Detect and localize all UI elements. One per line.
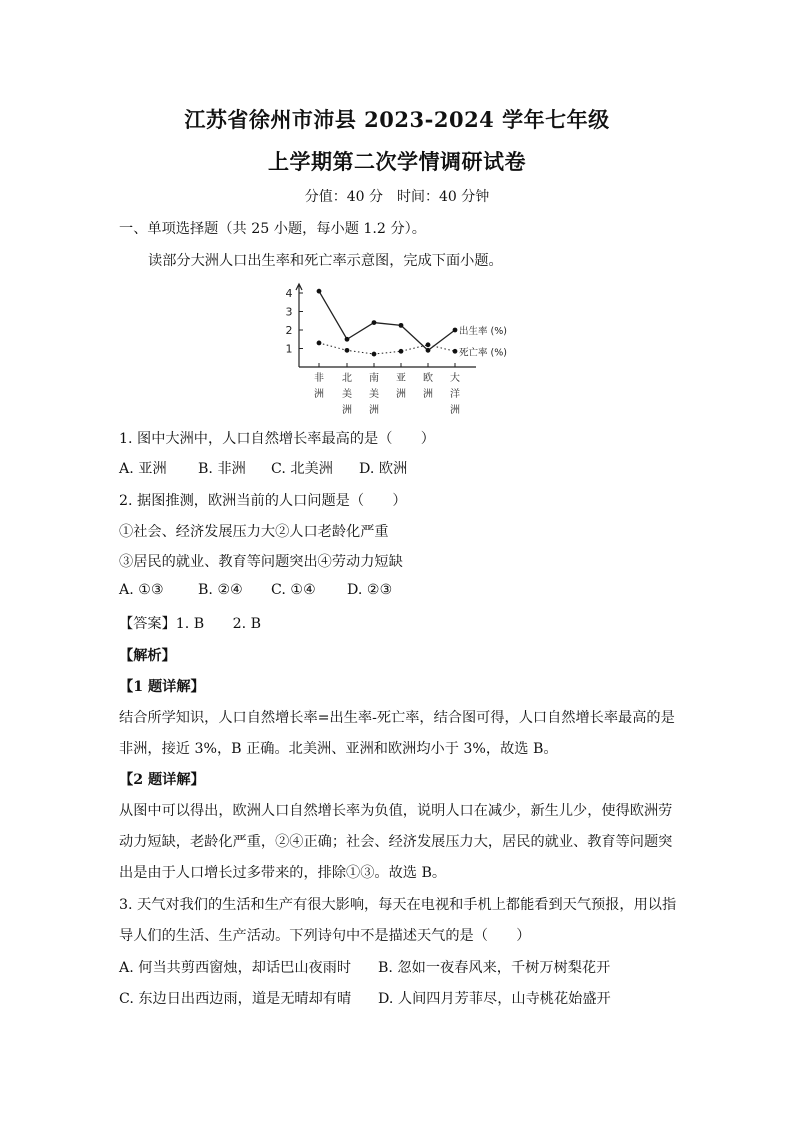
data-point [453,349,458,354]
data-point [372,352,377,357]
detail-2-line1: 从图中可以得出，欧洲人口自然增长率为负值，说明人口在减少，新生儿少，使得欧洲劳 [119,803,673,819]
q3-option-a: A. 何当共剪西窗烛，却话巴山夜雨时 [119,960,352,976]
data-point [399,349,404,354]
q1-option-a: A. 亚洲 [119,461,167,477]
data-point [453,328,458,333]
y-tick-label: 1 [285,342,293,356]
series-label: 死亡率 (%) [459,347,507,359]
x-tick-label: 洲 [342,405,352,416]
q2-option-d: D. ②③ [347,582,393,598]
exam-title-line2: 上学期第二次学情调研试卷 [268,149,526,174]
x-tick-label: 美 [342,389,352,400]
x-tick-label: 美 [369,389,379,400]
x-tick-label: 非 [314,373,324,384]
x-tick-label: 洲 [423,389,433,400]
question-3-line1: 3. 天气对我们的生活和生产有很大影响，每天在电视和手机上都能看到天气预报，用以指 [119,897,677,913]
q3-option-c: C. 东边日出西边雨，道是无晴却有晴 [119,991,352,1007]
q2-option-a: A. ①③ [119,582,164,598]
q3-option-d: D. 人间四月芳菲尽，山寺桃花始盛开 [378,991,611,1007]
data-point [345,337,350,342]
detail-2-heading: 【2 题详解】 [119,772,205,788]
birth-death-rate-chart [280,280,520,418]
q2-option-b: B. ②④ [198,582,243,598]
y-tick-label: 4 [285,287,293,300]
detail-1-line2: 非洲，接近 3%，B 正确。北美洲、亚洲和欧洲均小于 3%，故选 B。 [119,741,558,757]
x-tick-label: 洲 [314,389,324,400]
question-1: 1. 图中大洲中，人口自然增长率最高的是（ ） [119,431,435,447]
x-tick-label: 大 [450,373,460,384]
section-heading: 一、单项选择题（共 25 小题，每小题 1.2 分）。 [119,221,426,237]
y-tick-label: 3 [285,305,293,319]
question-2: 2. 据图推测，欧洲当前的人口问题是（ ） [119,493,407,509]
x-tick-label: 洋 [450,389,460,400]
q2-option-c: C. ①④ [271,582,316,598]
series-label: 出生率 (%) [459,326,507,337]
q3-option-b: B. 忽如一夜春风来，千树万树梨花开 [378,960,611,976]
q1-option-d: D. 欧洲 [359,461,408,477]
question-2-statements-1: ①社会、经济发展压力大②人口老龄化严重 [119,524,389,540]
detail-1-heading: 【1 题详解】 [119,679,205,695]
data-point [317,341,322,346]
series-line-birth-rate [319,291,455,350]
x-tick-label: 北 [342,373,352,384]
x-tick-label: 亚 [396,373,406,384]
x-tick-label: 欧 [423,373,433,384]
detail-1-line1: 结合所学知识，人口自然增长率=出生率-死亡率，结合图可得，人口自然增长率最高的是 [119,710,675,726]
detail-2-line3: 出是由于人口增长过多带来的，排除①③。故选 B。 [119,865,447,881]
x-tick-label: 洲 [369,405,379,416]
question-3-line2: 导人们的生活、生产活动。下列诗句中不是描述天气的是（ ） [119,928,531,944]
data-point [372,320,377,325]
question-2-statements-2: ③居民的就业、教育等问题突出④劳动力短缺 [119,554,403,570]
q1-option-c: C. 北美洲 [271,461,333,477]
x-tick-label: 洲 [396,389,406,400]
data-point [317,289,322,294]
x-tick-label: 南 [369,373,379,384]
detail-2-line2: 动力短缺，老龄化严重，②④正确；社会、经济发展压力大，居民的就业、教育等问题突 [119,834,673,850]
answer-line: 【答案】1. B 2. B [119,616,262,632]
y-tick-label: 2 [285,324,293,337]
data-point [426,342,431,347]
q1-option-b: B. 非洲 [198,461,246,477]
analysis-heading: 【解析】 [119,648,176,664]
x-tick-label: 洲 [450,405,460,416]
data-point [426,348,431,353]
chart-intro: 读部分大洲人口出生率和死亡率示意图，完成下面小题。 [148,253,503,269]
data-point [345,348,350,353]
data-point [399,323,404,328]
exam-title-line1: 江苏省徐州市沛县 2023-2024 学年七年级 [184,107,610,132]
exam-meta: 分值：40 分 时间：40 分钟 [304,189,490,205]
